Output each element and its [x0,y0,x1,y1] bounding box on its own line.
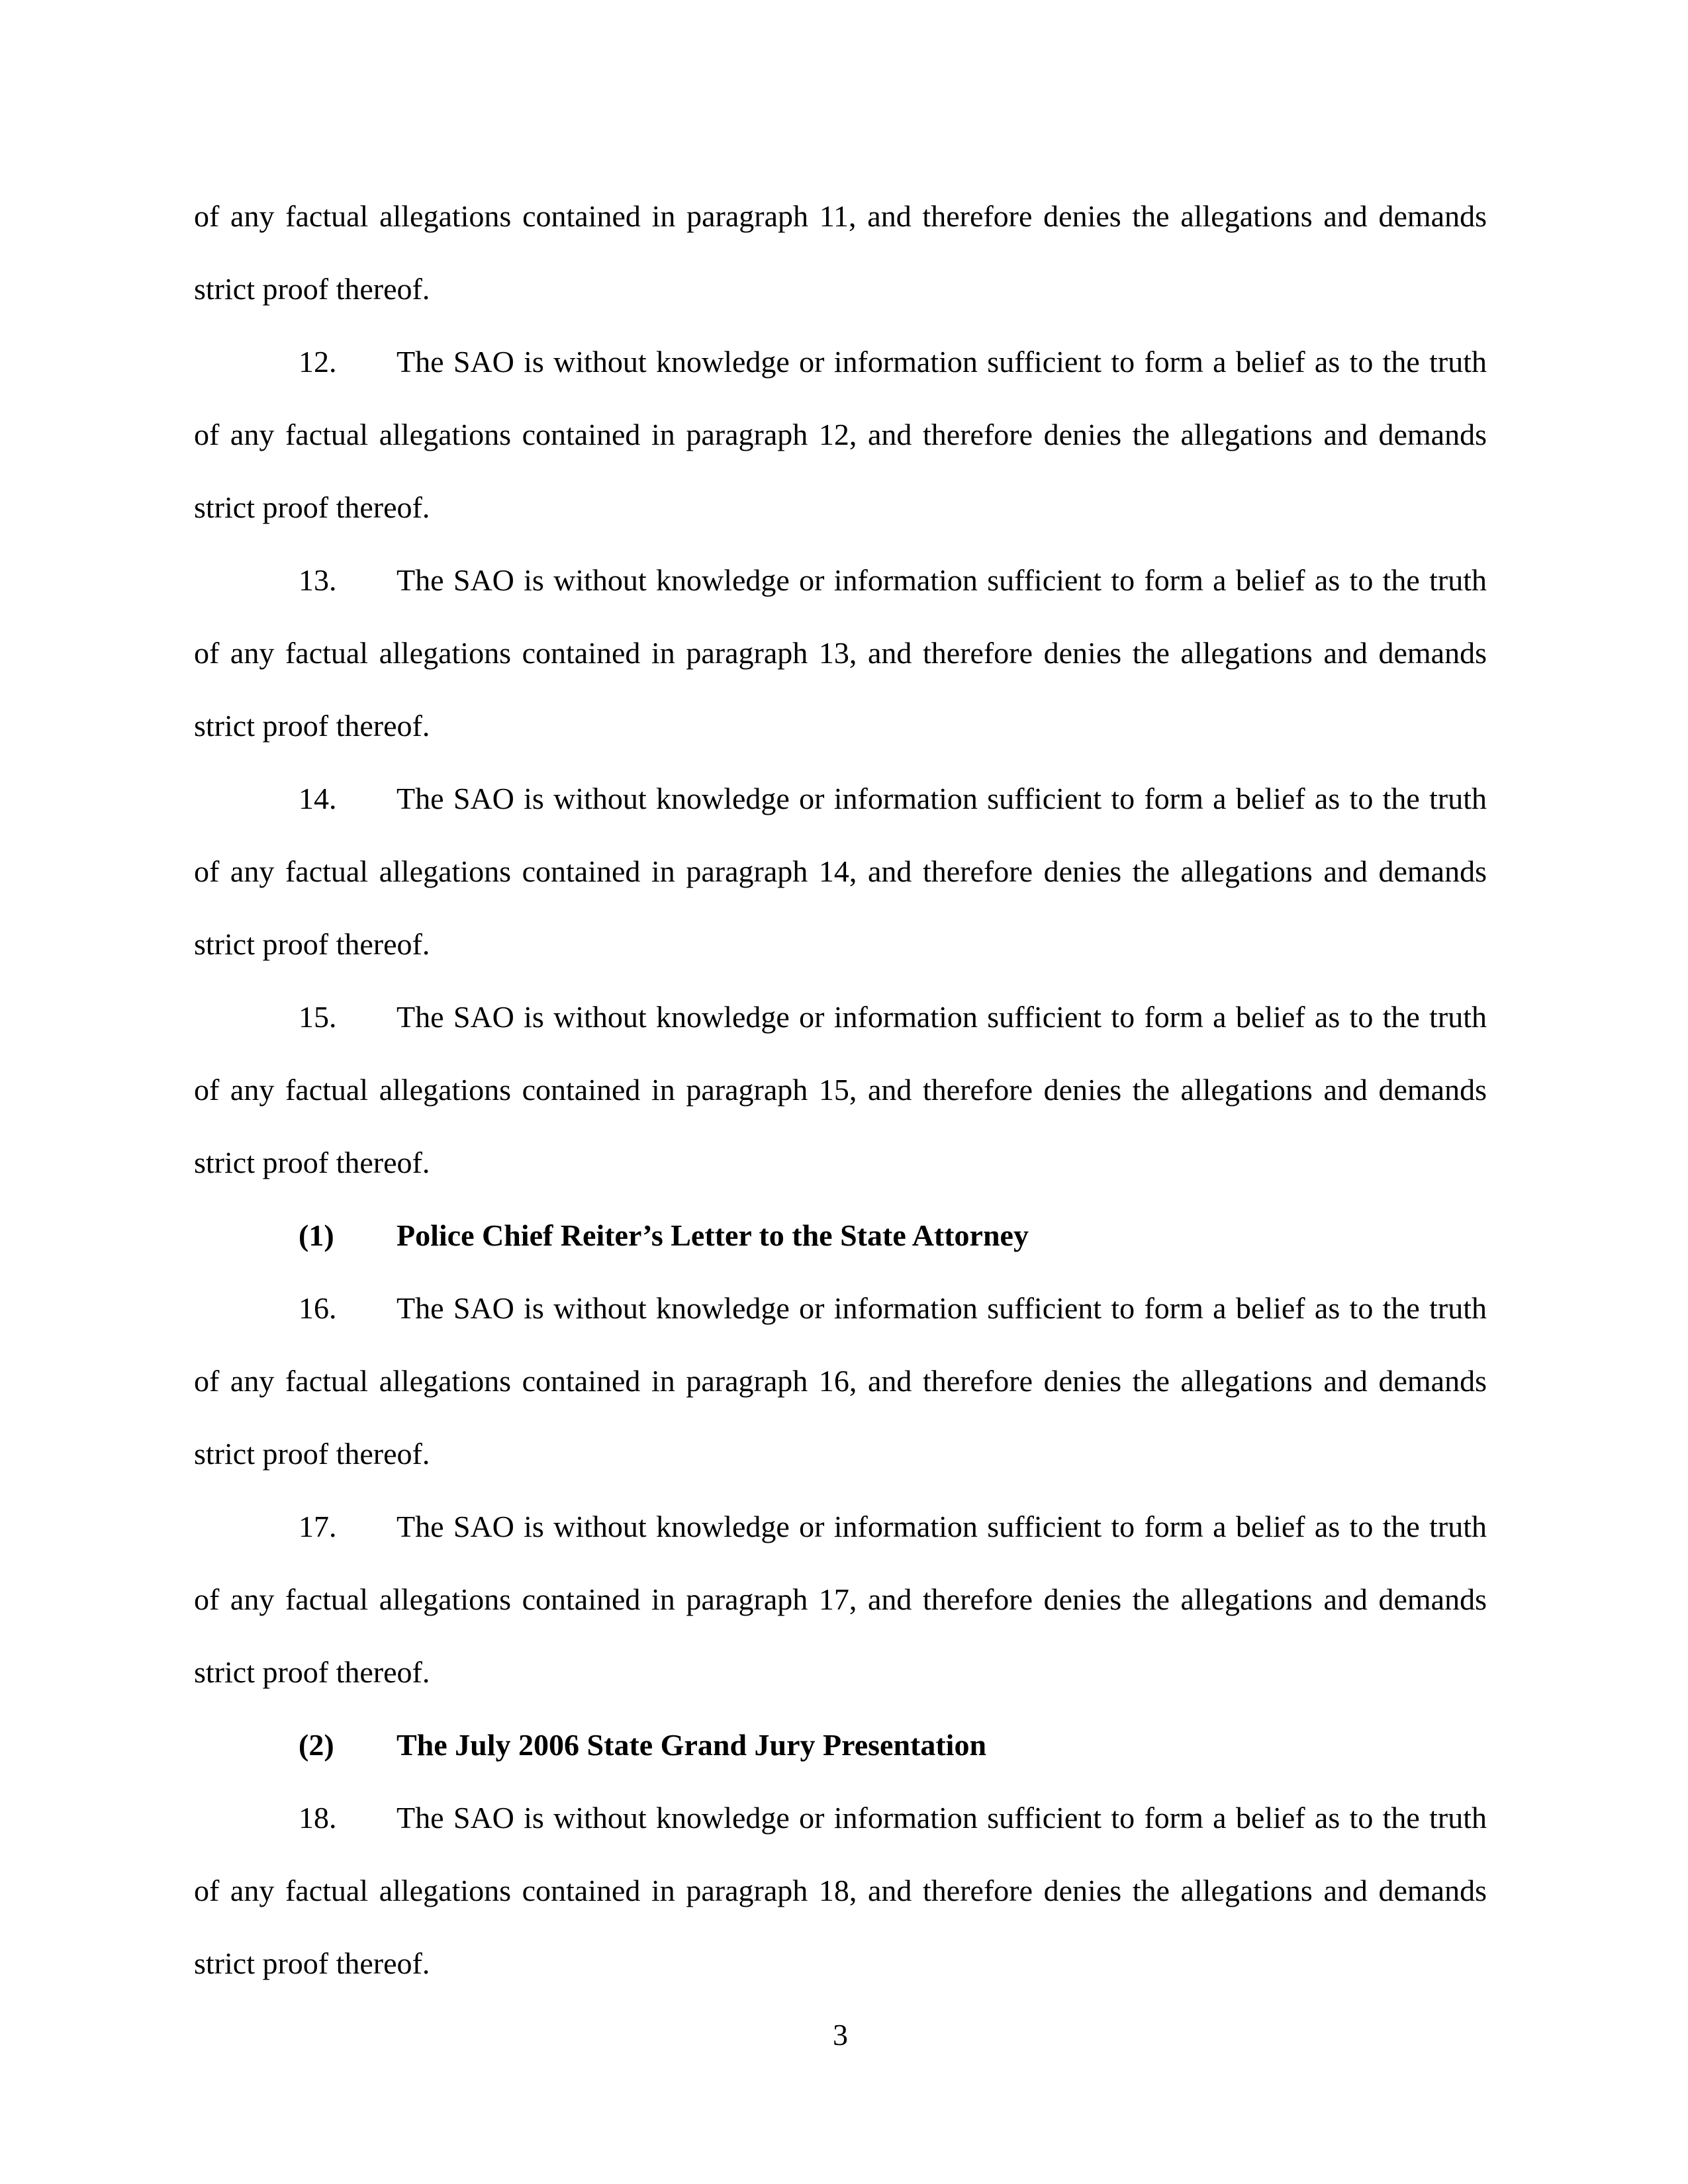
section-heading-line [194,1218,1487,1253]
paragraph-text-line: strict proof thereof. [194,490,430,524]
paragraph-text-line: strict proof thereof. [194,709,430,743]
paragraph-start-line [194,1000,1487,1035]
page-number: 3 [833,2018,848,2052]
paragraph-start-line [194,782,1487,817]
line-text: Police Chief Reiter’s Letter to the State Attorney [397,1218,1029,1252]
paragraph-text-line: of any factual allegations contained in paragraph 11, and therefore denies the allegations and demands [194,199,1487,233]
paragraph-text-line: of any factual allegations contained in paragraph 13, and therefore denies the allegations and demands [194,636,1487,670]
paragraph-start-line [194,345,1487,380]
paragraph-text-line: of any factual allegations contained in paragraph 15, and therefore denies the allegations and demands [194,1073,1487,1107]
paragraph-number: 16. [299,1291,337,1325]
paragraph-text-line: of any factual allegations contained in paragraph 17, and therefore denies the allegations and demands [194,1582,1487,1616]
paragraph-start-line [194,563,1487,598]
paragraph-text-line: strict proof thereof. [194,1437,430,1471]
line-text: The SAO is without knowledge or information sufficient to form a belief as to the truth [397,1291,1487,1325]
paragraph-number: 13. [299,563,337,597]
paragraph-start-line [194,1510,1487,1545]
heading-number: (2) [299,1728,334,1762]
paragraph-text-line: strict proof thereof. [194,272,430,306]
paragraph-text-line: of any factual allegations contained in paragraph 12, and therefore denies the allegations and demands [194,418,1487,451]
line-text: The July 2006 State Grand Jury Presentation [397,1728,987,1762]
paragraph-start-line [194,1801,1487,1836]
paragraph-text-line: of any factual allegations contained in paragraph 18, and therefore denies the allegations and demands [194,1874,1487,1907]
paragraph-number: 15. [299,1000,337,1034]
line-text: The SAO is without knowledge or information sufficient to form a belief as to the truth [397,1801,1487,1835]
paragraph-text-line: of any factual allegations contained in paragraph 16, and therefore denies the allegations and demands [194,1364,1487,1398]
paragraph-start-line [194,1291,1487,1326]
line-text: The SAO is without knowledge or information sufficient to form a belief as to the truth [397,782,1487,815]
paragraph-text-line: strict proof thereof. [194,1655,430,1689]
paragraph-number: 17. [299,1510,337,1543]
section-heading-line [194,1728,1487,1763]
line-text: The SAO is without knowledge or information sufficient to form a belief as to the truth [397,1510,1487,1543]
line-text: The SAO is without knowledge or information sufficient to form a belief as to the truth [397,1000,1487,1034]
paragraph-text-line: strict proof thereof. [194,1946,430,1980]
paragraph-number: 14. [299,782,337,815]
paragraph-text-line: strict proof thereof. [194,1146,430,1179]
paragraph-text-line: strict proof thereof. [194,927,430,961]
line-text: The SAO is without knowledge or information sufficient to form a belief as to the truth [397,563,1487,597]
paragraph-number: 12. [299,345,337,379]
paragraph-text-line: of any factual allegations contained in paragraph 14, and therefore denies the allegations and demands [194,854,1487,888]
line-text: The SAO is without knowledge or information sufficient to form a belief as to the truth [397,345,1487,379]
paragraph-number: 18. [299,1801,337,1835]
heading-number: (1) [299,1218,334,1252]
